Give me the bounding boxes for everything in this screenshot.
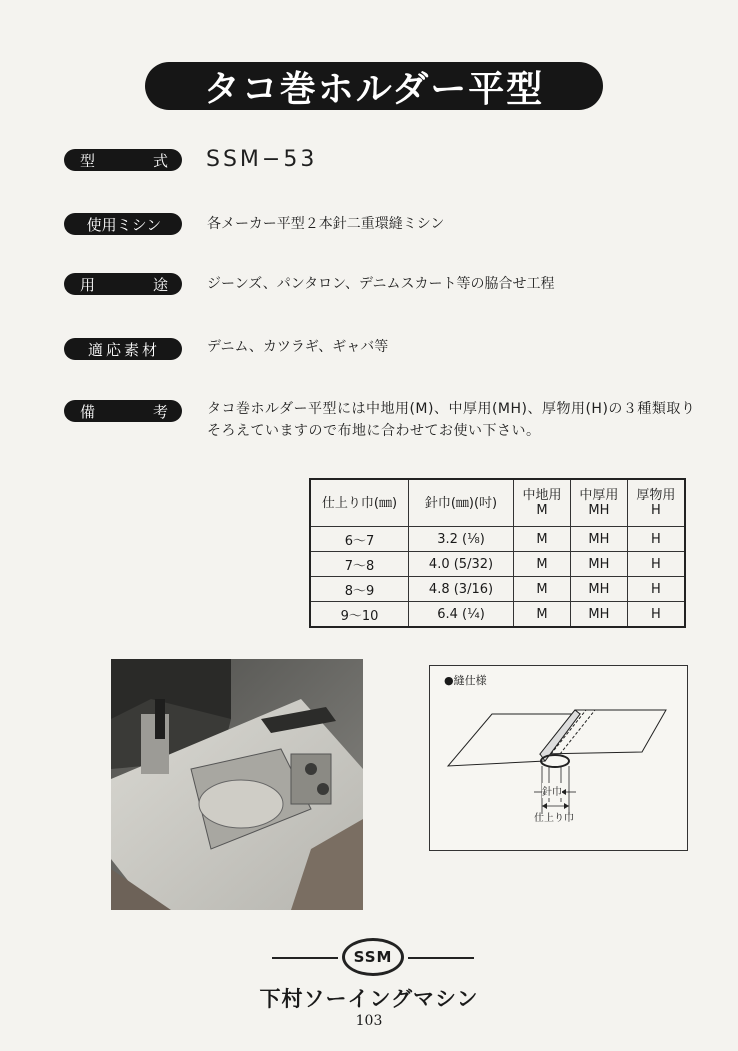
table-row <box>310 577 685 602</box>
label-notes <box>64 400 182 422</box>
needle-width-label: 針巾 <box>542 783 562 798</box>
table-header-row <box>310 479 685 527</box>
cell: M <box>514 552 571 577</box>
th-needle-width: 針巾(㎜)(吋) <box>409 479 514 527</box>
th-medium-heavy: 中厚用 MH <box>570 479 627 527</box>
company-logo: SSM <box>342 938 404 976</box>
label-materials: 適応素材 <box>64 338 182 360</box>
cell: M <box>514 527 571 552</box>
label-model-b: 式 <box>152 151 168 170</box>
spec-table <box>309 478 686 628</box>
materials-value: デニム、カツラギ、ギャバ等 <box>207 339 389 355</box>
diagram-title: ●縫仕様 <box>444 674 487 687</box>
logo-rule-right <box>408 957 474 959</box>
label-model-a: 型 <box>80 151 96 170</box>
table-row <box>310 527 685 552</box>
stitch-diagram <box>429 665 688 851</box>
cell: 6.4 (¼) <box>409 602 514 628</box>
page-title: タコ巻ホルダー平型 <box>145 62 603 110</box>
logo-rule-left <box>272 957 338 959</box>
cell: 9〜10 <box>310 602 409 628</box>
cell: M <box>514 602 571 628</box>
label-use-a: 用 <box>80 275 96 294</box>
cell: H <box>627 577 685 602</box>
product-photo <box>111 659 363 910</box>
cell: 8〜9 <box>310 577 409 602</box>
use-value: ジーンズ、パンタロン、デニムスカート等の脇合せ工程 <box>207 276 555 292</box>
cell: MH <box>570 552 627 577</box>
machine-value: 各メーカー平型２本針二重環縫ミシン <box>207 216 445 232</box>
cell: 7〜8 <box>310 552 409 577</box>
finished-width-label: 仕上り巾 <box>534 813 574 824</box>
label-notes-b: 考 <box>152 402 168 421</box>
cell: MH <box>570 602 627 628</box>
cell: 4.0 (5/32) <box>409 552 514 577</box>
label-notes-a: 備 <box>80 402 96 421</box>
cell: MH <box>570 527 627 552</box>
model-value: SSM−53 <box>206 147 318 172</box>
page-number: 103 <box>355 1013 383 1029</box>
product-photo-image <box>111 659 363 910</box>
cell: MH <box>570 577 627 602</box>
label-use <box>64 273 182 295</box>
label-model <box>64 149 182 171</box>
notes-value: タコ巻ホルダー平型には中地用(M)、中厚用(MH)、厚物用(H)の３種類取りそろえていますので布地に合わせてお使い下さい。 <box>207 401 696 439</box>
cell: 6〜7 <box>310 527 409 552</box>
cell: M <box>514 577 571 602</box>
cell: H <box>627 527 685 552</box>
label-machine: 使用ミシン <box>64 213 182 235</box>
company-name: 下村ソーイングマシン <box>259 987 479 1011</box>
th-finished-width: 仕上り巾(㎜) <box>310 479 409 527</box>
label-use-b: 途 <box>152 275 168 294</box>
th-medium: 中地用 M <box>514 479 571 527</box>
table-row <box>310 602 685 628</box>
cell: H <box>627 602 685 628</box>
th-heavy: 厚物用 H <box>627 479 685 527</box>
cell: 3.2 (⅛) <box>409 527 514 552</box>
cell: 4.8 (3/16) <box>409 577 514 602</box>
table-row <box>310 552 685 577</box>
cell: H <box>627 552 685 577</box>
